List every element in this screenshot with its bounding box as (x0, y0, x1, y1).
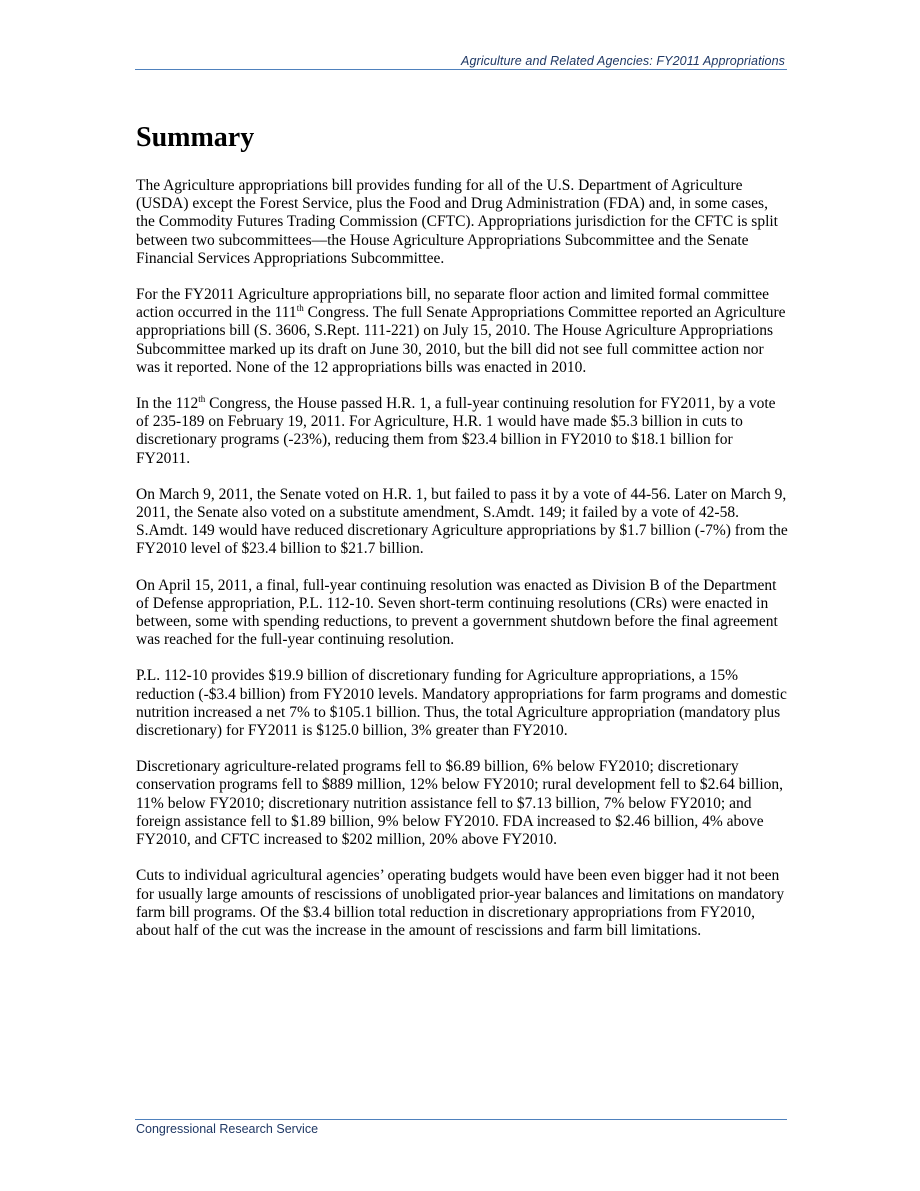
paragraph-scope: The Agriculture appropriations bill provides funding for all of the U.S. Department of Agriculture (USDA) except the Forest Service, plus the Food and Drug Administration (FDA) and, in some cases, the Commodity Futures Trading Commission (CFTC). Appropriations jurisdiction for the CFTC is split between two subcommittees—the House Agriculture Appropriations Subcommittee and the Senate Financial Services Appropriations Subcommittee. (136, 177, 778, 267)
footer-divider (135, 1119, 787, 1120)
paragraph-text: Congress. The full Senate Appropriations Committee reported an Agriculture appropriations bill (S. 3606, S.Rept. 111-221) on July 15, 2010. The House Agriculture Appropriations Subcommittee marked up its draft on June 30, 2010, but the bill did not see full committee action nor was it reported. None of the 12 appropriations bills was enacted in 2010. (136, 304, 786, 376)
paragraph-111th-congress (136, 286, 788, 377)
ordinal-suffix: th (296, 303, 304, 314)
paragraph-funding-totals: P.L. 112-10 provides $19.9 billion of discretionary funding for Agriculture appropriations, a 15% reduction (-$3.4 billion) from FY2010 levels. Mandatory appropriations for farm programs and domestic nutrition increased a net 7% to $105.1 billion. Thus, the total Agriculture appropriation (mandatory plus discretionary) for FY2011 is $125.0 billion, 3% greater than FY2010. (136, 667, 787, 740)
paragraph-final-resolution: On April 15, 2011, a final, full-year continuing resolution was enacted as Division B of the Department of Defense appropriation, P.L. 112-10. Seven short-term continuing resolutions (CRs) were enacted in between, some with spending reductions, to prevent a government shutdown before the final agreement was reached for the full-year continuing resolution. (136, 576, 778, 649)
footer-organization: Congressional Research Service (136, 1122, 319, 1136)
header-divider (135, 69, 787, 70)
summary-body (136, 177, 788, 958)
paragraph-text: For the FY2011 Agriculture appropriations bill, no separate floor action and limited formal committee action occurred in the 111 (136, 286, 770, 322)
paragraph-112th-congress (136, 395, 788, 468)
paragraph-text: In the 112 (136, 395, 199, 413)
section-title: Summary (136, 122, 255, 153)
paragraph-program-changes: Discretionary agriculture-related programs fell to $6.89 billion, 6% below FY2010; discretionary conservation programs fell to $889 million, 12% below FY2010; rural development fell to $2.64 billion, 11% below FY2010; discretionary nutrition assistance fell to $7.13 billion, 7% below FY2010; and foreign assistance fell to $1.89 billion, 9% below FY2010. FDA increased to $2.46 billion, 4% above FY2010, and CFTC increased to $202 million, 20% above FY2010. (136, 758, 784, 849)
ordinal-suffix: th (198, 394, 206, 405)
paragraph-text: Congress, the House passed H.R. 1, a full-year continuing resolution for FY2011, by a vote of 235-189 on February 19, 2011. For Agriculture, H.R. 1 would have made $5.3 billion in cuts to discretionary programs (-23%), reducing them from $23.4 billion in FY2010 to $18.1 billion for FY2011. (136, 395, 776, 467)
running-header: Agriculture and Related Agencies: FY2011 Appropriations (461, 54, 785, 68)
paragraph-rescissions: Cuts to individual agricultural agencies’ operating budgets would have been even bigger had it not been for usually large amounts of rescissions of unobligated prior-year balances and limitations on mandatory farm bill programs. Of the $3.4 billion total reduction in discretionary appropriations from FY2010, about half of the cut was the increase in the amount of rescissions and farm bill limitations. (136, 867, 785, 939)
paragraph-senate-vote: On March 9, 2011, the Senate voted on H.R. 1, but failed to pass it by a vote of 44-56. Later on March 9, 2011, the Senate also voted on a substitute amendment, S.Amdt. 149; it failed by a vote of 42-58. S.Amdt. 149 would have reduced discretionary Agriculture appropriations by $1.7 billion (-7%) from the FY2010 level of $23.4 billion to $21.7 billion. (136, 485, 788, 558)
